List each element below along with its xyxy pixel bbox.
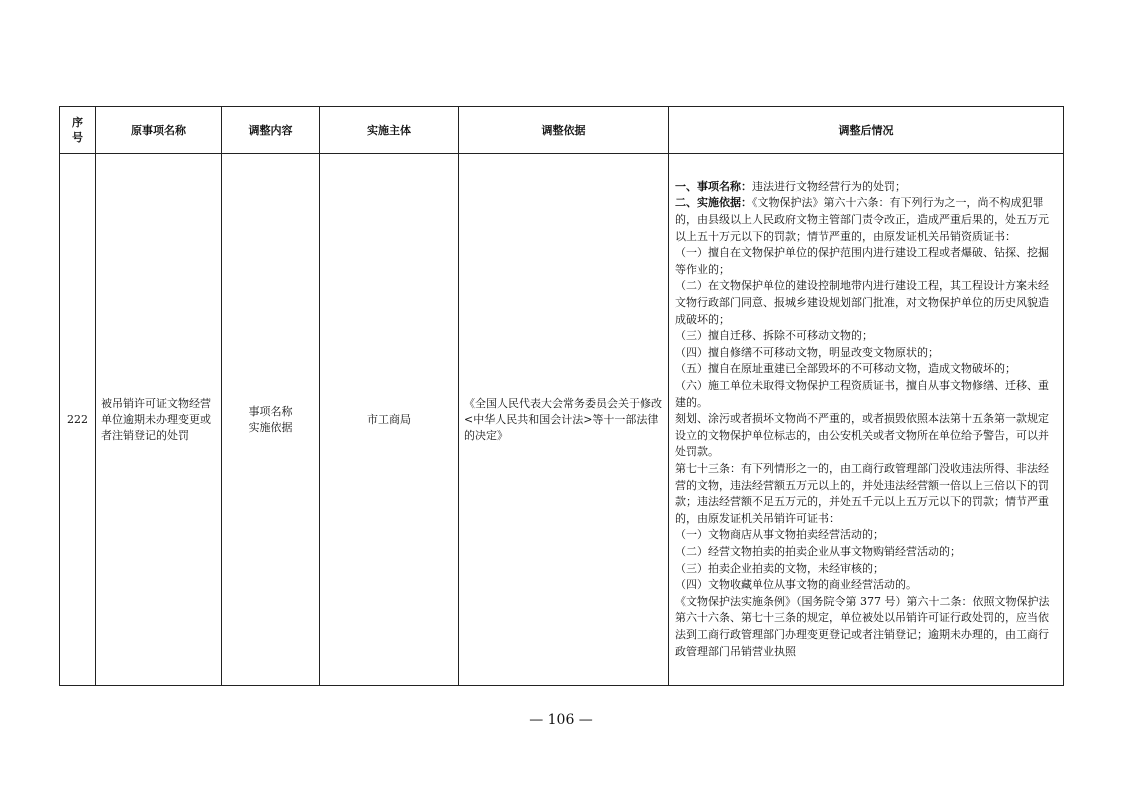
clause-line: 《文物保护法实施条例》（国务院令第 377 号）第六十二条：依照文物保护法第六十六条、第七十三条的规定，单位被处以吊销许可证行政处罚的，应当依法到工商行政管理部门办理变更登记或者注销登记；逾期未办理的，由工商行政管理部门吊销营业执照 (675, 594, 1050, 658)
basis-value: 《文物保护法》第六十六条：有下列行为之一，尚不构成犯罪的，由县级以上人民政府文物主管部门责令改正，造成严重后果的，处五万元以上五十万元以下的罚款；情节严重的，由原发证机关吊销资质证书： (675, 196, 1049, 243)
header-post-adjustment: 调整后情况 (669, 107, 1064, 154)
item-name-paragraph (675, 179, 1057, 196)
basis-paragraph (675, 195, 1057, 245)
clause-line: （二）在文物保护单位的建设控制地带内进行建设工程，其工程设计方案未经文物行政部门同意、报城乡建设规划部门批准，对文物保护单位的历史风貌造成破坏的； (675, 279, 1049, 326)
table-row (60, 154, 1064, 686)
adjustment-table (59, 106, 1064, 686)
basis-label: 二、实施依据： (675, 196, 752, 210)
header-adjustment-basis: 调整依据 (459, 107, 669, 154)
clause-line: （六）施工单位未取得文物保护工程资质证书，擅自从事文物修缮、迁移、重建的。 (675, 379, 1049, 409)
item-name-label: 一、事项名称： (675, 179, 752, 193)
header-original-item-name: 原事项名称 (96, 107, 222, 154)
row-post-adjustment (669, 154, 1064, 686)
row-serial-number: 222 (60, 154, 96, 686)
clause-line: （五）擅自在原址重建已全部毁坏的不可移动文物，造成文物破坏的； (675, 362, 1016, 376)
clause-line: （一）文物商店从事文物拍卖经营活动的； (675, 528, 884, 542)
clause-line: （四）文物收藏单位从事文物的商业经营活动的。 (675, 578, 917, 592)
header-serial-number: 序 号 (60, 107, 96, 154)
clause-line: （三）拍卖企业拍卖的文物，未经审核的； (675, 561, 884, 575)
clause-line: （二）经营文物拍卖的拍卖企业从事文物购销经营活动的； (675, 544, 961, 558)
page-number: — 106 — (529, 712, 593, 728)
clause-line: （三）擅自迁移、拆除不可移动文物的； (675, 329, 873, 343)
item-name-value: 违法进行文物经营行为的处罚； (752, 179, 906, 193)
adjustment-content-line: 事项名称 (248, 404, 293, 418)
row-original-item-name: 被吊销许可证文物经营单位逾期未办理变更或者注销登记的处罚 (96, 154, 222, 686)
row-adjustment-content (222, 154, 320, 686)
row-implementing-body: 市工商局 (320, 154, 459, 686)
adjustment-content-line: 实施依据 (248, 420, 293, 434)
clause-line: （一）擅自在文物保护单位的保护范围内进行建设工程或者爆破、钻探、挖掘等作业的； (675, 246, 1049, 276)
clause-line: 刻划、涂污或者损坏文物尚不严重的，或者损毁依照本法第十五条第一款规定设立的文物保护单位标志的，由公安机关或者文物所在单位给予警告，可以并处罚款。 (675, 412, 1049, 459)
header-implementing-body: 实施主体 (320, 107, 459, 154)
clause-line: 第七十三条：有下列情形之一的，由工商行政管理部门没收违法所得、非法经营的文物，违法经营额五万元以上的，并处违法经营额一倍以上三倍以下的罚款；违法经营额不足五万元的，并处五千元以上五万元以下的罚款；情节严重的，由原发证机关吊销许可证书： (675, 461, 1049, 525)
table-header-row (60, 107, 1064, 154)
header-adjustment-content: 调整内容 (222, 107, 320, 154)
clause-line: （四）擅自修缮不可移动文物，明显改变文物原状的； (675, 345, 939, 359)
row-adjustment-basis: 《全国人民代表大会常务委员会关于修改<中华人民共和国会计法>等十一部法律的决定》 (459, 154, 669, 686)
